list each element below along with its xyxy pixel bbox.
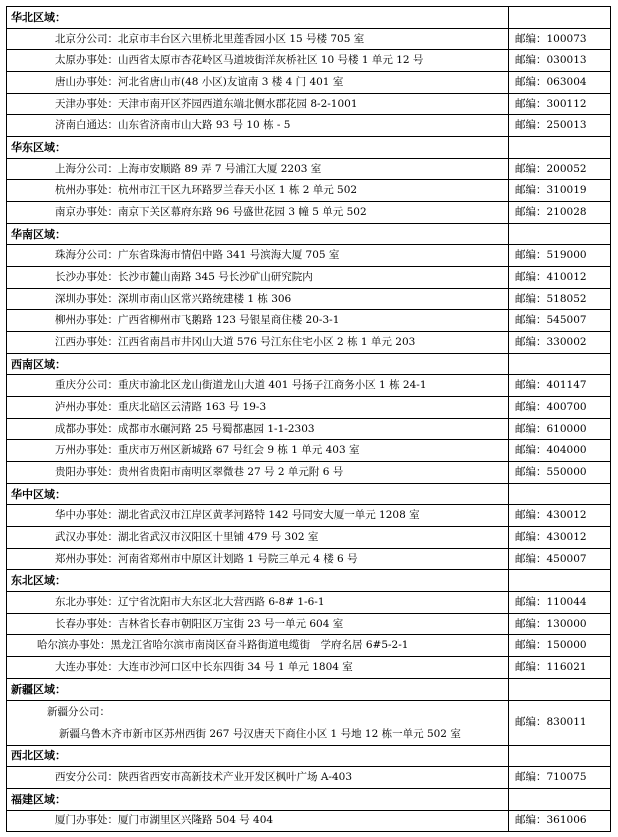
office-info-cell — [7, 440, 509, 462]
office-info-cell — [7, 548, 509, 570]
office-address: 吉林省长春市朝阳区万宝街 23 号一单元 604 室 — [118, 617, 344, 630]
office-info-cell — [7, 310, 509, 332]
office-name: 武汉办事处： — [55, 530, 118, 543]
office-name: 西安分公司： — [55, 771, 118, 783]
region-title: 东北区域： — [7, 570, 509, 592]
postcode-value: 150000 — [546, 639, 587, 652]
postcode-value: 710075 — [546, 771, 587, 783]
postcode-label: 邮编： — [515, 292, 547, 305]
postcode-value: 545007 — [546, 314, 587, 327]
office-address: 陕西省西安市高新技术产业开发区枫叶广场 A-403 — [118, 771, 353, 783]
office-row — [7, 245, 611, 267]
postcode-cell — [509, 700, 611, 745]
postcode-label: 邮编： — [515, 617, 547, 630]
region-header-row — [7, 137, 611, 159]
office-info-cell — [7, 592, 509, 614]
postcode-cell — [509, 418, 611, 440]
office-row — [7, 505, 611, 527]
region-postcode-cell — [509, 570, 611, 592]
office-name: 哈尔滨办事处： — [37, 639, 111, 652]
region-title: 华东区域： — [7, 137, 509, 159]
postcode-label: 邮编： — [515, 119, 547, 132]
office-name: 长春办事处： — [55, 617, 118, 630]
postcode-label: 邮编： — [515, 716, 547, 728]
office-info-cell — [7, 767, 509, 789]
postcode-cell — [509, 397, 611, 419]
region-header-row — [7, 570, 611, 592]
office-address: 广西省柳州市飞鹅路 123 号银星商住楼 20-3-1 — [118, 314, 340, 327]
office-info-cell — [7, 505, 509, 527]
region-title: 西南区域： — [7, 353, 509, 375]
region-postcode-cell — [509, 137, 611, 159]
office-address: 河北省唐山市(48 小区)友谊南 3 楼 4 门 401 室 — [118, 75, 344, 88]
region-header-row — [7, 353, 611, 375]
office-info-cell — [7, 202, 509, 224]
postcode-value: 410012 — [546, 270, 587, 283]
region-postcode-cell — [509, 7, 611, 29]
region-header-row — [7, 483, 611, 505]
region-title: 新疆区域： — [7, 678, 509, 700]
postcode-value: 116021 — [546, 660, 587, 673]
postcode-label: 邮编： — [515, 249, 547, 262]
office-address: 成都市水碾河路 25 号蜀都惠园 1-1-2303 — [118, 422, 315, 435]
office-info-cell — [7, 635, 509, 657]
office-info-cell — [7, 397, 509, 419]
region-header-row — [7, 678, 611, 700]
office-row — [7, 767, 611, 789]
postcode-cell — [509, 635, 611, 657]
office-row — [7, 527, 611, 549]
postcode-cell — [509, 810, 611, 832]
office-info-cell — [7, 93, 509, 115]
postcode-cell — [509, 462, 611, 484]
region-postcode-cell — [509, 745, 611, 767]
postcode-label: 邮编： — [515, 639, 547, 652]
postcode-label: 邮编： — [515, 184, 547, 197]
office-name: 华中办事处： — [55, 509, 118, 522]
office-row — [7, 72, 611, 94]
postcode-value: 110044 — [546, 595, 587, 608]
office-address: 重庆市渝北区龙山街道龙山大道 401 号扬子江商务小区 1 栋 24-1 — [118, 379, 427, 392]
postcode-cell — [509, 657, 611, 679]
office-address: 重庆市万州区新城路 67 号红会 9 栋 1 单元 403 室 — [118, 444, 360, 457]
office-row — [7, 418, 611, 440]
postcode-cell — [509, 332, 611, 354]
office-row — [7, 592, 611, 614]
office-name: 长沙办事处： — [55, 270, 118, 283]
postcode-cell — [509, 375, 611, 397]
office-name: 江西办事处： — [55, 335, 118, 348]
office-row — [7, 28, 611, 50]
office-info-cell — [7, 180, 509, 202]
office-name: 柳州办事处： — [55, 314, 118, 327]
office-address: 辽宁省沈阳市大东区北大营西路 6-8# 1-6-1 — [118, 595, 325, 608]
office-name: 杭州办事处： — [55, 184, 118, 197]
office-row — [7, 50, 611, 72]
postcode-value: 830011 — [546, 716, 587, 728]
region-postcode-cell — [509, 678, 611, 700]
postcode-value: 063004 — [546, 75, 587, 88]
office-name: 郑州办事处： — [55, 552, 118, 565]
office-info-cell — [7, 158, 509, 180]
postcode-value: 518052 — [546, 292, 587, 305]
office-address: 山东省济南市山大路 93 号 10 栋 - 5 — [118, 119, 291, 132]
postcode-value: 519000 — [546, 249, 587, 262]
office-name: 新疆分公司： — [47, 705, 110, 718]
office-row — [7, 700, 611, 745]
postcode-label: 邮编： — [515, 75, 547, 88]
postcode-value: 430012 — [546, 530, 587, 543]
office-address: 河南省郑州市中原区计划路 1 号院三单元 4 楼 6 号 — [118, 552, 358, 565]
office-info-cell — [7, 462, 509, 484]
postcode-label: 邮编： — [515, 270, 547, 283]
region-header-row — [7, 7, 611, 29]
postcode-label: 邮编： — [515, 205, 547, 218]
postcode-label: 邮编： — [515, 552, 547, 565]
office-name: 深圳办事处： — [55, 292, 118, 305]
postcode-value: 450007 — [546, 552, 587, 565]
office-info-cell — [7, 657, 509, 679]
office-name: 济南白通达： — [55, 119, 118, 132]
office-address: 贵州省贵阳市南明区翠微巷 27 号 2 单元附 6 号 — [118, 465, 344, 478]
office-name: 厦门办事处： — [55, 814, 118, 827]
postcode-cell — [509, 202, 611, 224]
office-info-cell — [7, 28, 509, 50]
region-title: 华北区域： — [7, 7, 509, 29]
region-header-row — [7, 223, 611, 245]
office-info-cell — [7, 418, 509, 440]
office-row — [7, 635, 611, 657]
postcode-label: 邮编： — [515, 379, 547, 392]
office-name: 万州办事处： — [55, 444, 118, 457]
office-directory-table — [6, 6, 611, 832]
office-directory-body — [7, 7, 611, 832]
office-address: 湖北省武汉市汉阳区十里铺 479 号 302 室 — [118, 530, 319, 543]
office-info-cell — [7, 115, 509, 137]
region-postcode-cell — [509, 788, 611, 810]
region-title: 华中区域： — [7, 483, 509, 505]
postcode-value: 100073 — [546, 32, 587, 45]
postcode-cell — [509, 505, 611, 527]
postcode-value: 401147 — [546, 379, 587, 392]
postcode-value: 130000 — [546, 617, 587, 630]
office-address: 黑龙江省哈尔滨市南岗区奋斗路街道电缆街 学府名居 6#5-2-1 — [110, 639, 409, 652]
postcode-label: 邮编： — [515, 162, 547, 175]
postcode-label: 邮编： — [515, 335, 547, 348]
postcode-label: 邮编： — [515, 444, 547, 457]
postcode-value: 300112 — [546, 97, 587, 110]
office-name: 南京办事处： — [55, 205, 118, 218]
postcode-label: 邮编： — [515, 314, 547, 327]
postcode-value: 430012 — [546, 509, 587, 522]
office-row — [7, 548, 611, 570]
office-row — [7, 613, 611, 635]
postcode-label: 邮编： — [515, 32, 547, 45]
office-info-cell — [7, 375, 509, 397]
office-row — [7, 180, 611, 202]
office-address: 大连市沙河口区中长东四街 34 号 1 单元 1804 室 — [118, 660, 353, 673]
office-address: 新疆乌鲁木齐市新市区苏州西街 267 号汉唐天下商住小区 1 号地 12 栋一单元 502 室 — [59, 727, 461, 740]
office-row — [7, 810, 611, 832]
postcode-label: 邮编： — [515, 97, 547, 110]
office-address: 厦门市湖里区兴隆路 504 号 404 — [118, 814, 274, 827]
office-row — [7, 288, 611, 310]
postcode-label: 邮编： — [515, 54, 547, 67]
postcode-label: 邮编： — [515, 595, 547, 608]
office-address: 上海市安顺路 89 弄 7 号浦江大厦 2203 室 — [118, 162, 322, 175]
office-row — [7, 115, 611, 137]
region-header-row — [7, 745, 611, 767]
office-info-cell — [7, 810, 509, 832]
office-address: 重庆北碚区云清路 163 号 19-3 — [118, 400, 267, 413]
postcode-value: 330002 — [546, 335, 587, 348]
office-row — [7, 332, 611, 354]
office-row — [7, 202, 611, 224]
office-row — [7, 462, 611, 484]
office-address: 杭州市江干区九环路罗兰春天小区 1 栋 2 单元 502 — [118, 184, 358, 197]
office-info-cell — [7, 72, 509, 94]
postcode-value: 030013 — [546, 54, 587, 67]
postcode-cell — [509, 50, 611, 72]
office-name: 天津办事处： — [55, 97, 118, 110]
postcode-cell — [509, 267, 611, 289]
region-title: 福建区域： — [7, 788, 509, 810]
postcode-value: 610000 — [546, 422, 587, 435]
office-info-cell — [7, 527, 509, 549]
office-address: 北京市丰台区六里桥北里莲香园小区 15 号楼 705 室 — [118, 32, 365, 45]
office-info-cell — [7, 288, 509, 310]
office-name: 唐山办事处： — [55, 75, 118, 88]
region-postcode-cell — [509, 223, 611, 245]
office-address: 广东省珠海市情侣中路 341 号滨海大厦 705 室 — [118, 249, 340, 262]
postcode-value: 200052 — [546, 162, 587, 175]
office-row — [7, 375, 611, 397]
postcode-value: 250013 — [546, 119, 587, 132]
office-info-cell — [7, 700, 509, 745]
office-name: 上海分公司： — [55, 162, 118, 175]
postcode-value: 361006 — [546, 814, 587, 827]
office-address: 深圳市南山区常兴路统建楼 1 栋 306 — [118, 292, 292, 305]
postcode-value: 400700 — [546, 400, 587, 413]
postcode-label: 邮编： — [515, 509, 547, 522]
postcode-cell — [509, 767, 611, 789]
postcode-value: 210028 — [546, 205, 587, 218]
postcode-cell — [509, 245, 611, 267]
office-info-cell — [7, 50, 509, 72]
postcode-cell — [509, 592, 611, 614]
postcode-cell — [509, 527, 611, 549]
postcode-value: 310019 — [546, 184, 587, 197]
postcode-cell — [509, 613, 611, 635]
region-title: 华南区域： — [7, 223, 509, 245]
office-name: 贵阳办事处： — [55, 465, 118, 478]
postcode-cell — [509, 158, 611, 180]
postcode-cell — [509, 72, 611, 94]
postcode-value: 404000 — [546, 444, 587, 457]
postcode-label: 邮编： — [515, 465, 547, 478]
postcode-cell — [509, 548, 611, 570]
region-postcode-cell — [509, 353, 611, 375]
region-header-row — [7, 788, 611, 810]
postcode-cell — [509, 115, 611, 137]
office-info-cell — [7, 613, 509, 635]
postcode-label: 邮编： — [515, 660, 547, 673]
office-address: 山西省太原市杏花岭区马道坡街洋灰桥社区 10 号楼 1 单元 12 号 — [118, 54, 424, 67]
office-row — [7, 397, 611, 419]
office-address: 长沙市麓山南路 345 号长沙矿山研究院内 — [118, 270, 313, 283]
office-row — [7, 440, 611, 462]
postcode-cell — [509, 180, 611, 202]
office-info-cell — [7, 245, 509, 267]
postcode-cell — [509, 440, 611, 462]
postcode-cell — [509, 288, 611, 310]
office-address: 湖北省武汉市江岸区黄孝河路特 142 号同安大厦一单元 1208 室 — [118, 509, 420, 522]
office-row — [7, 310, 611, 332]
postcode-label: 邮编： — [515, 530, 547, 543]
postcode-label: 邮编： — [515, 400, 547, 413]
office-address: 天津市南开区芥园西道东端北侧水郡花园 8-2-1001 — [118, 97, 358, 110]
office-row — [7, 93, 611, 115]
region-title: 西北区域： — [7, 745, 509, 767]
office-name: 泸州办事处： — [55, 400, 118, 413]
office-name: 珠海分公司： — [55, 249, 118, 262]
office-address: 江西省南昌市井冈山大道 576 号江东住宅小区 2 栋 1 单元 203 — [118, 335, 416, 348]
office-row — [7, 158, 611, 180]
postcode-cell — [509, 28, 611, 50]
office-name: 太原办事处： — [55, 54, 118, 67]
postcode-value: 550000 — [546, 465, 587, 478]
office-name: 东北办事处： — [55, 595, 118, 608]
office-info-cell — [7, 332, 509, 354]
office-info-cell — [7, 267, 509, 289]
office-name: 北京分公司： — [55, 32, 118, 45]
postcode-cell — [509, 93, 611, 115]
postcode-label: 邮编： — [515, 814, 547, 827]
postcode-cell — [509, 310, 611, 332]
region-postcode-cell — [509, 483, 611, 505]
office-name: 重庆分公司： — [55, 379, 118, 392]
office-row — [7, 657, 611, 679]
office-name: 大连办事处： — [55, 660, 118, 673]
office-name: 成都办事处： — [55, 422, 118, 435]
office-row — [7, 267, 611, 289]
office-address: 南京下关区幕府东路 96 号盛世花园 3 幢 5 单元 502 — [118, 205, 367, 218]
postcode-label: 邮编： — [515, 771, 547, 783]
postcode-label: 邮编： — [515, 422, 547, 435]
